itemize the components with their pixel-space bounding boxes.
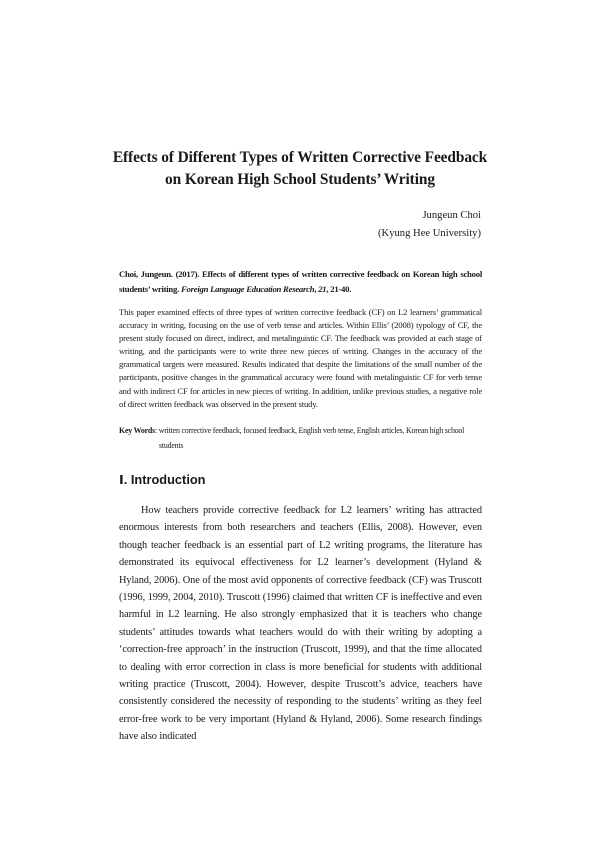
keywords-line-2: students [159, 440, 184, 450]
citation-volume: 21 [318, 284, 327, 294]
citation-prefix: Choi, Jungeun. (2017). Effects of different types of written corrective feedback on Korean high school students’ writing. [119, 269, 482, 294]
intro-paragraph-text: How teachers provide corrective feedback for L2 learners’ writing has attracted enormous interests from both researchers and teachers (Ellis, 2008). However, even though teacher feedback is an essential part of L2 writing programs, the literature has demonstrated its equivocal effectiveness for L2 learner’s development (Hyland & Hyland, 2006). One of the most avid opponents of corrective feedback (CF) was Truscott (1996, 1999, 2004, 2010). Truscott (1996) claimed that written CF is ineffective and even harmful in L2 learning. He also strongly emphasized that it is teachers who change students’ attitudes towards what teachers would do with their writing by adopting a ‘correction-free approach’ in the instruction (Truscott, 1999), and that the time allocated to dealing with error correction in class is more beneficial for students with additional writing practice (Truscott, 2004). However, despite Truscott’s advice, teachers have consistently considered the necessity of responding to the students’ writing as they feel error-free work to be very important (Hyland & Hyland, 2006). Some research findings have also indicated [119, 505, 482, 743]
keywords [119, 424, 482, 453]
keywords-label: Key Words [119, 426, 155, 435]
citation [119, 267, 482, 297]
citation-pages: , 21-40. [326, 284, 352, 294]
title-line-2: on Korean High School Students’ Writing [165, 171, 435, 188]
author-name: Jungeun Choi [422, 210, 481, 221]
paper-title [0, 147, 600, 191]
author-affiliation: (Kyung Hee University) [378, 228, 481, 239]
citation-sep: , [314, 284, 319, 294]
abstract: This paper examined effects of three types of written corrective feedback (CF) on L2 learners’ grammatical accuracy in writing, focusing on the use of verb tense and articles. Within Ellis’ (2008) typology of CF, the present study focused on direct, indirect, and metalinguistic CF. The feedback was provided at each stage of writing, and the participants were to write three new pieces of writing. Changes in the accuracy of the grammatical targets were measured. Results indicated that despite the limitations of the small number of the participants, positive changes in the grammatical accuracy were found with metalinguistic CF for verb tense and with indirect CF for articles in new pieces of writing. In addition, unlike previous studies, a negative role of direct written feedback was observed in the present study. [119, 307, 482, 409]
title-line-1: Effects of Different Types of Written Corrective Feedback [112, 149, 488, 166]
keywords-line-1: : written corrective feedback, focused feedback, English verb tense, English articles, Korean high school [154, 426, 465, 435]
author-block [378, 207, 481, 243]
citation-journal: Foreign Language Education Research [180, 284, 315, 294]
section-heading: Ⅰ. Introduction [119, 472, 206, 487]
intro-paragraph [119, 502, 482, 746]
